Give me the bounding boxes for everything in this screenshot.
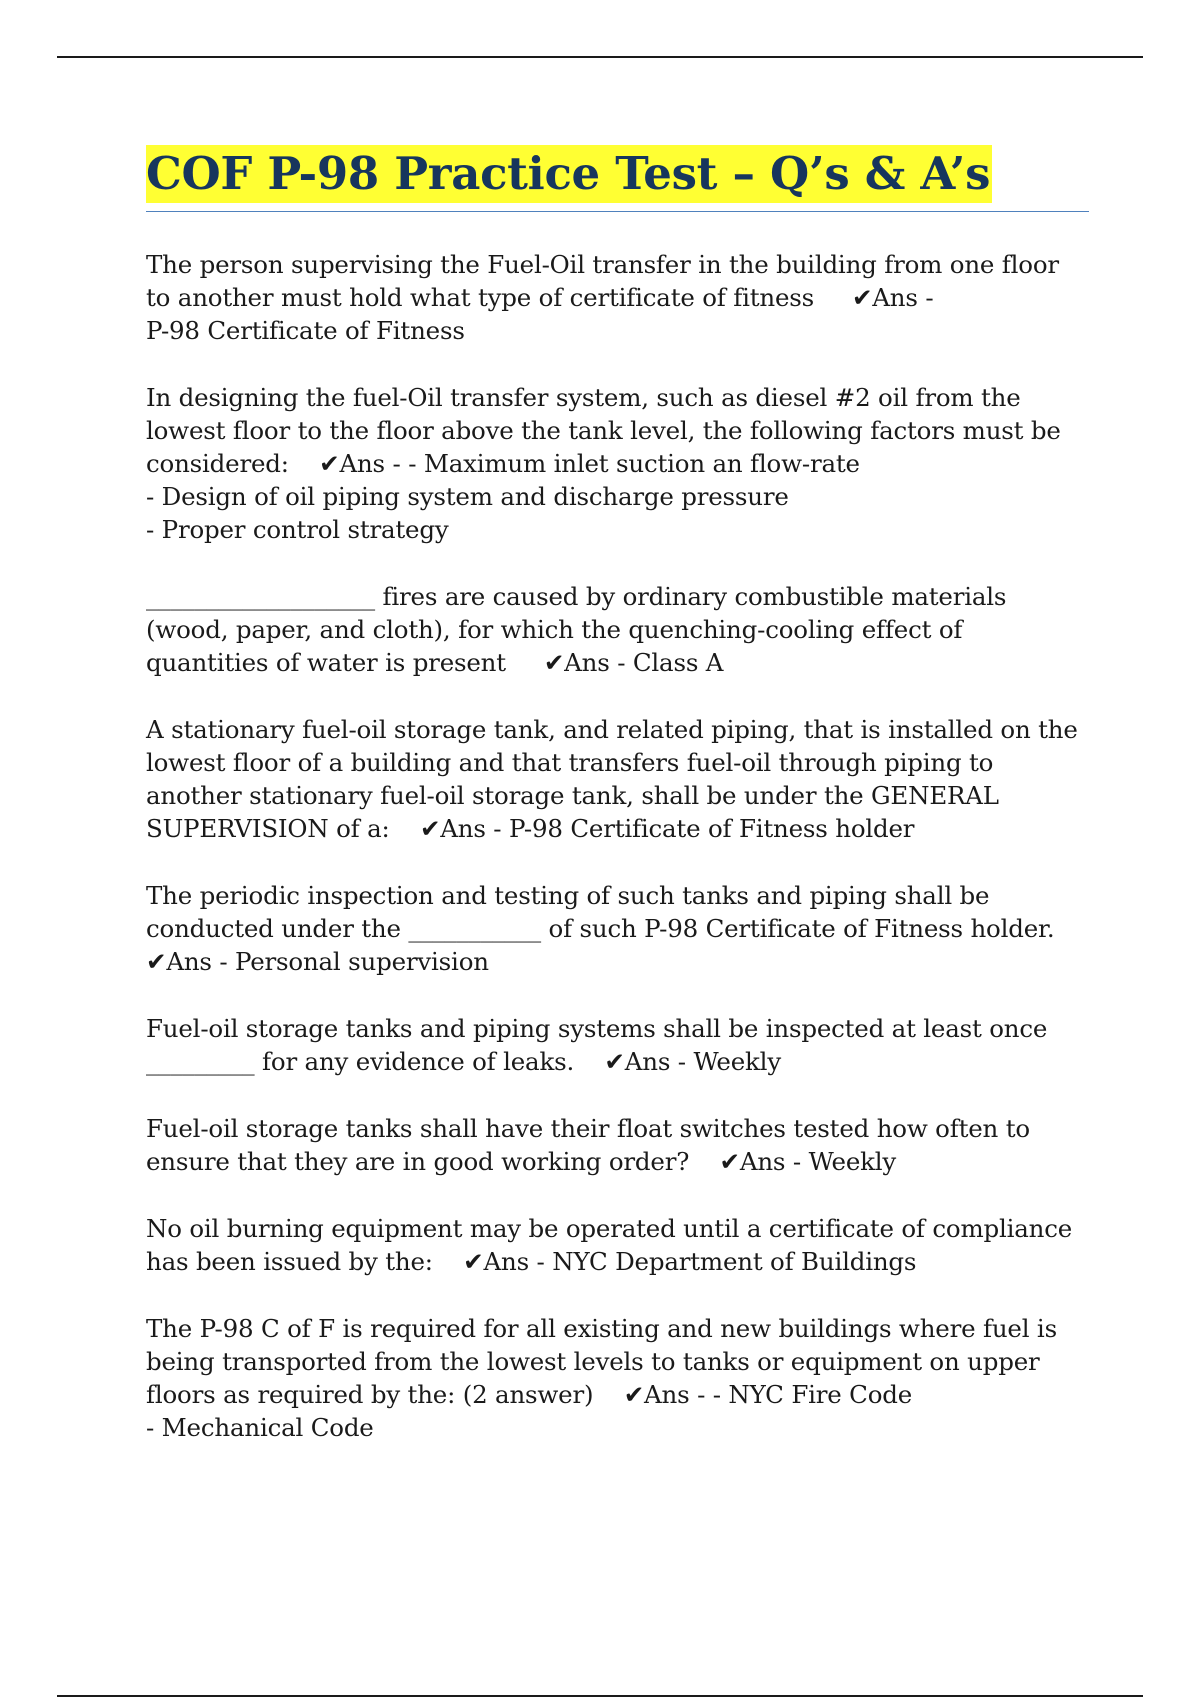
qa-list	[146, 248, 1086, 1478]
top-rule	[57, 56, 1143, 58]
qa-item	[146, 1012, 1086, 1078]
question-text: Fuel-oil storage tanks shall have their float switches tested how often to ensure that they are in good working order?	[146, 1114, 1038, 1176]
answer-marker: ✔Ans -	[463, 1247, 553, 1276]
answer-text: NYC Department of Buildings	[552, 1247, 917, 1276]
title-block	[146, 145, 1089, 212]
question-text: ___________________ fires are caused by ordinary combustible materials (wood, paper, and cloth), for which the quenching-cooling effect of quantities of water is present	[146, 582, 1014, 677]
answer-marker: ✔Ans -	[719, 1147, 809, 1176]
qa-item	[146, 1212, 1086, 1278]
answer-marker: ✔Ans -	[543, 648, 633, 677]
qa-item	[146, 1312, 1086, 1444]
answer-marker: ✔Ans -	[319, 449, 409, 478]
qa-item	[146, 879, 1086, 978]
question-text: A stationary fuel-oil storage tank, and related piping, that is installed on the lowest floor of a building and that transfers fuel-oil through piping to another stationary fuel-oil storage tank, shall be under the GENERAL SUPERVISION of a:	[146, 715, 1086, 843]
answer-text: - Maximum inlet suction an flow-rate - Design of oil piping system and discharge pressure - Proper control strategy	[146, 449, 860, 544]
qa-item	[146, 713, 1086, 845]
question-text: In designing the fuel-Oil transfer system, such as diesel #2 oil from the lowest floor to the floor above the tank level, the following factors must be considered:	[146, 383, 1069, 478]
answer-marker: ✔Ans -	[851, 283, 934, 312]
qa-item	[146, 1112, 1086, 1178]
answer-text: Class A	[632, 648, 724, 677]
qa-item	[146, 580, 1086, 679]
page-title: COF P-98 Practice Test – Q’s & A’s	[146, 145, 992, 203]
question-text: Fuel-oil storage tanks and piping systems shall be inspected at least once _________ for any evidence of leaks.	[146, 1014, 1055, 1076]
question-text: The periodic inspection and testing of such tanks and piping shall be conducted under the ___________ of such P-98 Certificate of Fitness holder.	[146, 881, 1063, 943]
answer-marker: ✔Ans -	[419, 814, 509, 843]
answer-text: Weekly	[693, 1047, 781, 1076]
qa-item	[146, 381, 1086, 546]
answer-marker: ✔Ans -	[604, 1047, 694, 1076]
qa-item	[146, 248, 1086, 347]
question-text: No oil burning equipment may be operated until a certificate of compliance has been issued by the:	[146, 1214, 1080, 1276]
question-text: The P-98 C of F is required for all existing and new buildings where fuel is being transported from the lowest levels to tanks or equipment on upper floors as required by the: (2 answer)	[146, 1314, 1065, 1409]
answer-text: Weekly	[808, 1147, 897, 1176]
answer-marker: ✔Ans -	[623, 1380, 713, 1409]
answer-text: - NYC Fire Code - Mechanical Code	[146, 1380, 913, 1442]
answer-text: P-98 Certificate of Fitness holder	[508, 814, 915, 843]
question-text: The person supervising the Fuel-Oil transfer in the building from one floor to another must hold what type of certificate of fitness	[146, 250, 1067, 312]
bottom-rule	[57, 1695, 1143, 1697]
answer-marker: ✔Ans -	[146, 947, 236, 976]
answer-text: Personal supervision	[235, 947, 489, 976]
answer-text: P-98 Certificate of Fitness	[146, 316, 465, 345]
